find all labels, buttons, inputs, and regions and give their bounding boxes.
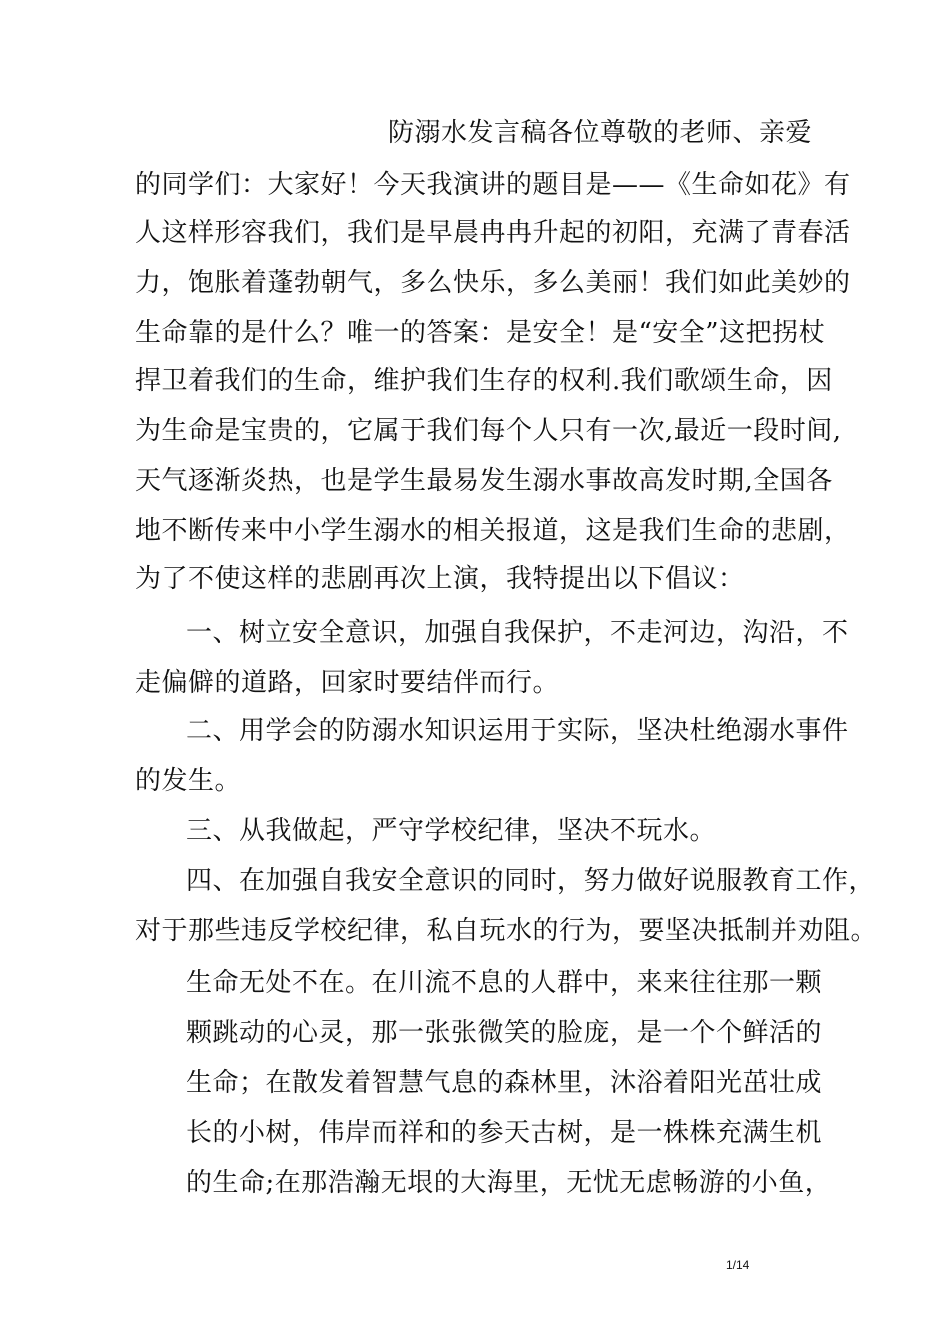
- proposal-line: 二、用学会的防溺水知识运用于实际，坚决杜绝溺水事件: [186, 716, 849, 746]
- proposal-line: 四、在加强自我安全意识的同时，努力做好说服教育工作，: [186, 866, 876, 896]
- closing-line: 颗跳动的心灵，那一张张微笑的脸庞，是一个个鲜活的: [186, 1018, 823, 1048]
- intro-line: 人这样形容我们，我们是早晨冉冉升起的初阳，充满了青春活: [135, 218, 851, 248]
- intro-line: 生命靠的是什么？唯一的答案：是安全！是“安全”这把拐杖: [135, 318, 826, 348]
- proposal-line: 走偏僻的道路，回家时要结伴而行。: [135, 668, 560, 698]
- title-line: [388, 116, 812, 150]
- intro-line: 天气逐渐炎热，也是学生最易发生溺水事故高发时期,全国各: [135, 466, 833, 496]
- proposal-line: 的发生。: [135, 766, 242, 796]
- closing-line: 生命无处不在。在川流不息的人群中，来来往往那一颗: [186, 968, 823, 998]
- document-title: 防溺水发言稿: [388, 118, 548, 148]
- proposal-line: 对于那些违反学校纪律，私自玩水的行为，要坚决抵制并劝阻。: [135, 916, 878, 946]
- proposal-line: 一、树立安全意识，加强自我保护，不走河边，沟沿，不: [186, 618, 849, 648]
- intro-line: 的同学们：大家好！今天我演讲的题目是——《生命如花》有: [135, 170, 851, 200]
- page-number: 1/14: [726, 1258, 750, 1272]
- intro-line: 为了不使这样的悲剧再次上演，我特提出以下倡议：: [135, 564, 745, 594]
- intro-line: 各位尊敬的老师、亲爱: [547, 118, 813, 148]
- closing-line: 的生命;在那浩瀚无垠的大海里，无忧无虑畅游的小鱼，: [186, 1168, 832, 1198]
- intro-line: 为生命是宝贵的，它属于我们每个人只有一次,最近一段时间,: [135, 416, 842, 446]
- proposal-line: 三、从我做起，严守学校纪律，坚决不玩水。: [186, 816, 717, 846]
- closing-line: 生命；在散发着智慧气息的森林里，沐浴着阳光茁壮成: [186, 1068, 823, 1098]
- intro-line: 力，饱胀着蓬勃朝气，多么快乐，多么美丽！我们如此美妙的: [135, 268, 851, 298]
- closing-line: 长的小树，伟岸而祥和的参天古树，是一株株充满生机: [186, 1118, 823, 1148]
- intro-line: 捍卫着我们的生命，维护我们生存的权利.我们歌颂生命，因: [135, 366, 833, 396]
- intro-line: 地不断传来中小学生溺水的相关报道，这是我们生命的悲剧，: [135, 516, 851, 546]
